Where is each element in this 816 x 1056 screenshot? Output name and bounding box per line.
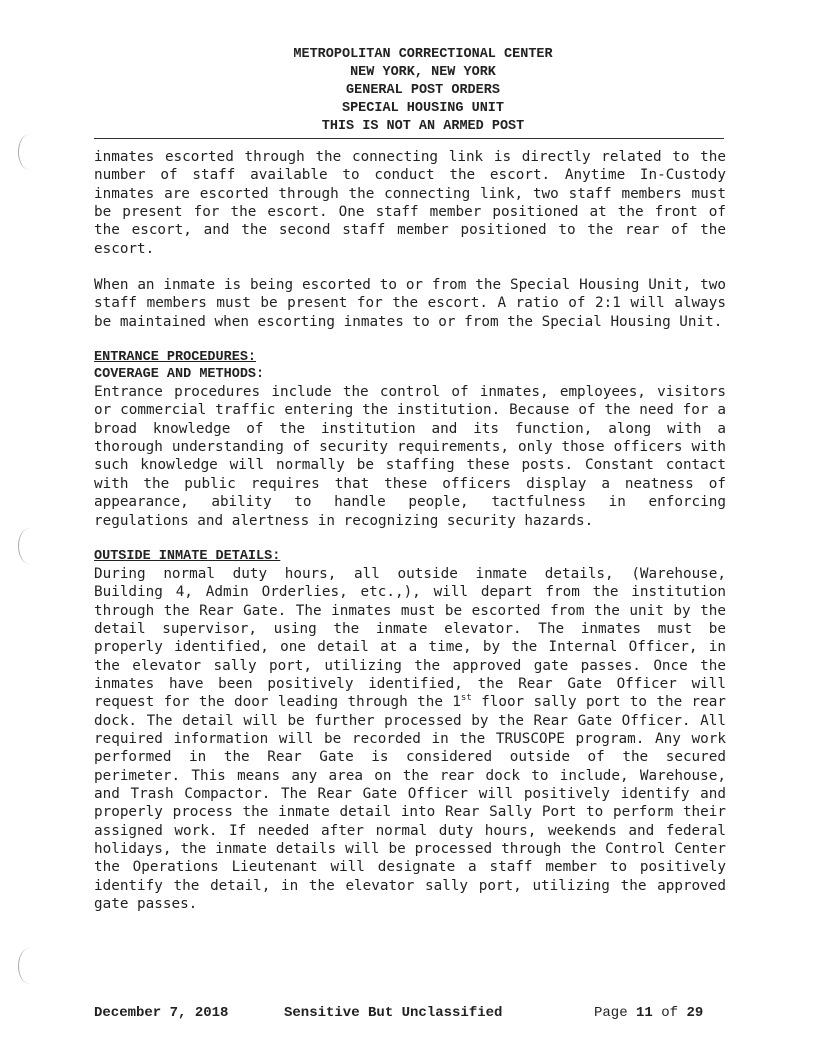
escort-paragraph: inmates escorted through the connecting link is directly related to the number of staff available to conduct the escort. Anytime In-Custody inmates are escorted through the connecting link, two staff members must be present for the escort. One staff member positioned at the front of the escort, and the second staff member positioned to the rear of the escort. [94, 149, 726, 257]
hole-punch-mark [18, 134, 41, 170]
outside-inmate-details-heading: OUTSIDE INMATE DETAILS: [94, 548, 281, 564]
header-divider [94, 138, 724, 139]
document-body [94, 148, 726, 913]
document-header [120, 46, 726, 136]
outside-details-paragraph: During normal duty hours, all outside inmate details, (Warehouse, Building 4, Admin Orderlies, etc.,), will depart from the institution through the Rear Gate. The inmates must be escorted from the unit by the detail supervisor, using the inmate elevator. The inmates must be properly identified, one detail at a time, by the Internal Officer, in the elevator sally port, utilizing the approved gate passes. Once the inmates have been positively identified, the Rear Gate Officer will request for the door leading through the 1st floor sally port to the rear dock. The detail will be further processed by the Rear Gate Officer. All required information will be recorded in the TRUSCOPE program. Any work performed in the Rear Gate is considered outside of the secured perimeter. This means any area on the rear dock to include, Warehouse, and Trash Compactor. The Rear Gate Officer will positively identify and properly process the inmate detail into Rear Sally Port to perform their assigned work. If needed after normal duty hours, weekends and federal holidays, the inmate details will be processed through the Control Center the Operations Lieutenant will designate a staff member to positively identify the detail, in the elevator sally port, utilizing the approved gate passes. [94, 565, 726, 913]
header-institution: METROPOLITAN CORRECTIONAL CENTER [293, 47, 553, 62]
footer-classification: Sensitive But Unclassified [284, 1005, 503, 1021]
coverage-methods-heading: COVERAGE AND METHODS: [94, 367, 265, 383]
entrance-procedures-heading: ENTRANCE PROCEDURES: [94, 350, 257, 366]
hole-punch-mark [18, 948, 41, 984]
header-post-orders: GENERAL POST ORDERS [346, 83, 500, 98]
hole-punch-mark [18, 528, 41, 564]
shu-escort-paragraph: When an inmate is being escorted to or from the Special Housing Unit, two staff members must be present for the escort. A ratio of 2:1 will always be maintained when escorting inmates to or from the Special Housing Unit. [94, 277, 726, 330]
header-location: NEW YORK, NEW YORK [350, 65, 496, 80]
header-unit: SPECIAL HOUSING UNIT [341, 101, 505, 116]
entrance-procedures-paragraph: Entrance procedures include the control of inmates, employees, visitors or commercial traffic entering the institution. Because of the need for a broad knowledge of the institution and its function, along with a thorough understanding of security requirements, only those officers with such knowledge will normally be staffing these posts. Constant contact with the public requires that these officers display a neatness of appearance, ability to handle people, tactfulness in enforcing regulations and alertness in recognizing security hazards. [94, 384, 726, 529]
footer-date: December 7, 2018 [94, 1005, 229, 1021]
header-armed-status: THIS IS NOT AN ARMED POST [321, 119, 525, 134]
footer-page-number: Page 11 of 29 [594, 1005, 704, 1021]
